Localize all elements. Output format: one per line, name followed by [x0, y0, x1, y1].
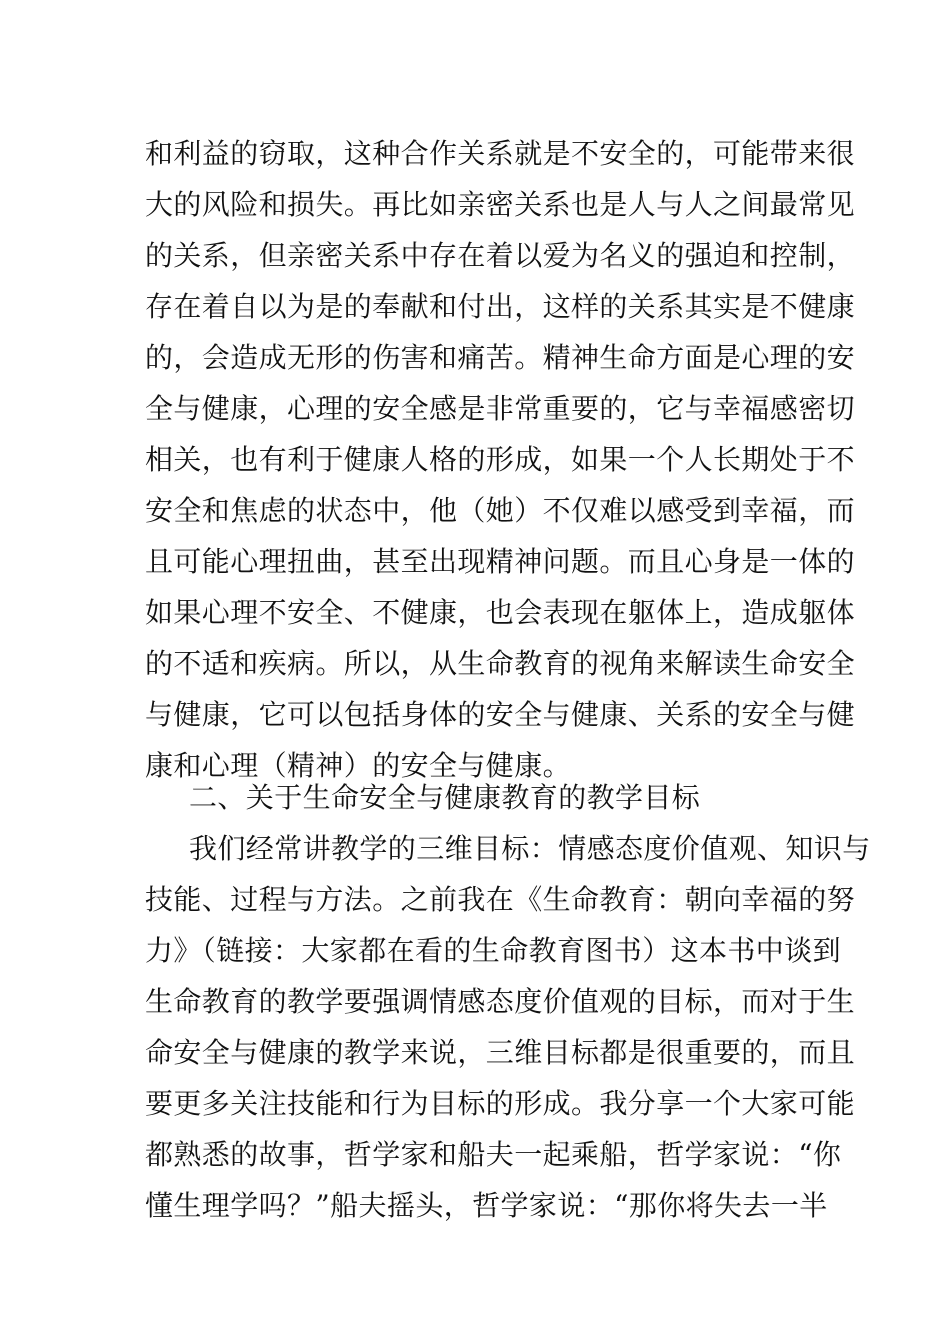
section-heading-text: 二、关于生命安全与健康教育的教学目标	[189, 781, 701, 814]
paragraph-line: 命安全与健康的教学来说，三维目标都是很重要的，而且	[145, 1036, 856, 1069]
paragraph-line: 与健康，它可以包括身体的安全与健康、关系的安全与健	[145, 698, 856, 731]
paragraph-line: 的不适和疾病。所以，从生命教育的视角来解读生命安全	[145, 647, 856, 680]
paragraph-line: 大的风险和损失。再比如亲密关系也是人与人之间最常见	[145, 188, 856, 221]
paragraph-line: 生命教育的教学要强调情感态度价值观的目标，而对于生	[145, 985, 856, 1018]
paragraph-line: 存在着自以为是的奉献和付出，这样的关系其实是不健康	[145, 290, 856, 323]
paragraph-line: 的关系，但亲密关系中存在着以爱为名义的强迫和控制，	[145, 239, 856, 272]
paragraph-line: 技能、过程与方法。之前我在《生命教育：朝向幸福的努	[145, 883, 856, 916]
paragraph-line: 和利益的窃取，这种合作关系就是不安全的，可能带来很	[145, 137, 856, 170]
paragraph-line: 如果心理不安全、不健康，也会表现在躯体上，造成躯体	[145, 596, 856, 629]
paragraph-line: 懂生理学吗？”船夫摇头，哲学家说：“那你将失去一半	[145, 1189, 828, 1222]
paragraph-body-1	[145, 128, 856, 791]
paragraph-line: 安全和焦虑的状态中，他（她）不仅难以感受到幸福，而	[145, 494, 856, 527]
paragraph-line: 的，会造成无形的伤害和痛苦。精神生命方面是心理的安	[145, 341, 856, 374]
section-heading	[145, 772, 805, 823]
paragraph-line: 且可能心理扭曲，甚至出现精神问题。而且心身是一体的	[145, 545, 856, 578]
paragraph-line: 力》（链接：大家都在看的生命教育图书）这本书中谈到	[145, 934, 842, 967]
paragraph-line: 我们经常讲教学的三维目标：情感态度价值观、知识与	[189, 832, 871, 865]
paragraph-line: 都熟悉的故事，哲学家和船夫一起乘船，哲学家说：“你	[145, 1138, 842, 1171]
paragraph-line: 要更多关注技能和行为目标的形成。我分享一个大家可能	[145, 1087, 856, 1120]
paragraph-line: 全与健康，心理的安全感是非常重要的，它与幸福感密切	[145, 392, 856, 425]
paragraph-body-2	[145, 823, 871, 1231]
paragraph-line: 相关，也有利于健康人格的形成，如果一个人长期处于不	[145, 443, 856, 476]
paragraph-line: 康和心理（精神）的安全与健康。	[145, 749, 572, 782]
